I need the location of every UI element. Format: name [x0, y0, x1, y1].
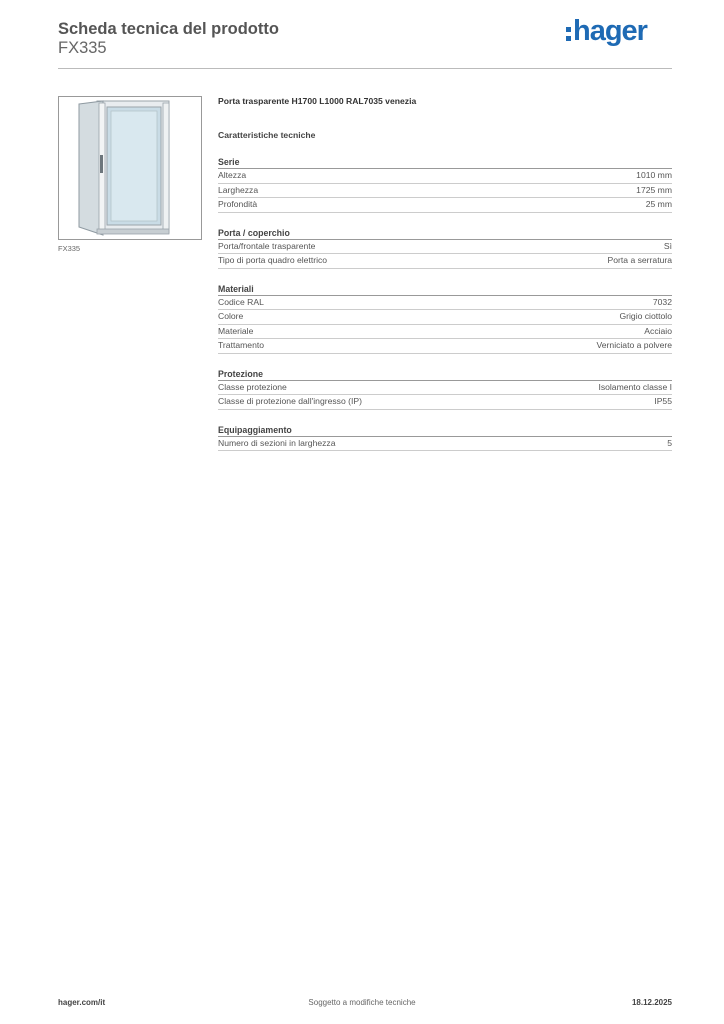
spec-label: Altezza	[218, 170, 247, 180]
group-title: Porta / coperchio	[218, 227, 672, 240]
spec-group-materiali	[218, 283, 672, 354]
group-title: Equipaggiamento	[218, 424, 672, 437]
spec-row	[218, 339, 672, 354]
spec-row	[218, 395, 672, 410]
image-caption: FX335	[58, 244, 81, 253]
spec-row	[218, 240, 672, 255]
spec-row	[218, 198, 672, 213]
spec-group-protezione	[218, 368, 672, 410]
spec-label: Codice RAL	[218, 296, 264, 307]
product-image	[58, 96, 202, 240]
spec-row	[218, 437, 672, 452]
spec-label: Tipo di porta quadro elettrico	[218, 255, 328, 265]
group-title: Protezione	[218, 368, 672, 381]
spec-row	[218, 325, 672, 340]
spec-row	[218, 296, 672, 311]
spec-content	[218, 96, 672, 451]
footer-disclaimer: Soggetto a modifiche tecniche	[308, 998, 416, 1007]
specs-heading: Caratteristiche tecniche	[218, 130, 316, 140]
footer-website-link[interactable]: hager.com/it	[58, 998, 106, 1007]
spec-label: Porta/frontale trasparente	[218, 240, 316, 251]
logo-text: hager	[573, 14, 647, 47]
spec-label: Colore	[218, 311, 244, 321]
spec-label: Classe protezione	[218, 381, 287, 392]
logo-dots	[566, 27, 571, 41]
spec-value: IP55	[654, 396, 672, 406]
spec-row	[218, 169, 672, 184]
door-illustration	[59, 97, 201, 239]
spec-row	[218, 184, 672, 199]
page-title: Scheda tecnica del prodotto	[58, 20, 279, 38]
spec-value: Acciaio	[644, 325, 672, 336]
spec-label: Numero di sezioni in larghezza	[218, 437, 336, 448]
spec-value: Verniciato a polvere	[596, 340, 672, 350]
spec-value: 25 mm	[645, 199, 672, 209]
spec-label: Classe di protezione dall'ingresso (IP)	[218, 396, 362, 406]
spec-label: Trattamento	[218, 340, 265, 350]
hager-logo	[566, 15, 647, 47]
spec-value: Porta a serratura	[607, 255, 672, 265]
spec-value: 5	[667, 437, 672, 448]
spec-value: 1010 mm	[636, 170, 672, 180]
spec-row	[218, 254, 672, 269]
product-title: Porta trasparente H1700 L1000 RAL7035 venezia	[218, 96, 417, 106]
spec-value: Isolamento classe I	[598, 381, 672, 392]
spec-row	[218, 310, 672, 325]
product-code: FX335	[58, 39, 107, 57]
group-title: Serie	[218, 156, 672, 169]
spec-value: Sì	[663, 240, 672, 251]
spec-value: Grigio ciottolo	[619, 311, 672, 321]
spec-label: Materiale	[218, 325, 254, 336]
spec-label: Larghezza	[218, 184, 259, 195]
footer-date: 18.12.2025	[631, 998, 672, 1007]
header-divider	[58, 68, 672, 69]
spec-group-serie	[218, 156, 672, 213]
spec-group-porta	[218, 227, 672, 269]
spec-group-equipaggiamento	[218, 424, 672, 452]
spec-label: Profondità	[218, 199, 258, 209]
spec-value: 7032	[652, 296, 672, 307]
spec-row	[218, 381, 672, 396]
group-title: Materiali	[218, 283, 672, 296]
spec-value: 1725 mm	[636, 184, 672, 195]
